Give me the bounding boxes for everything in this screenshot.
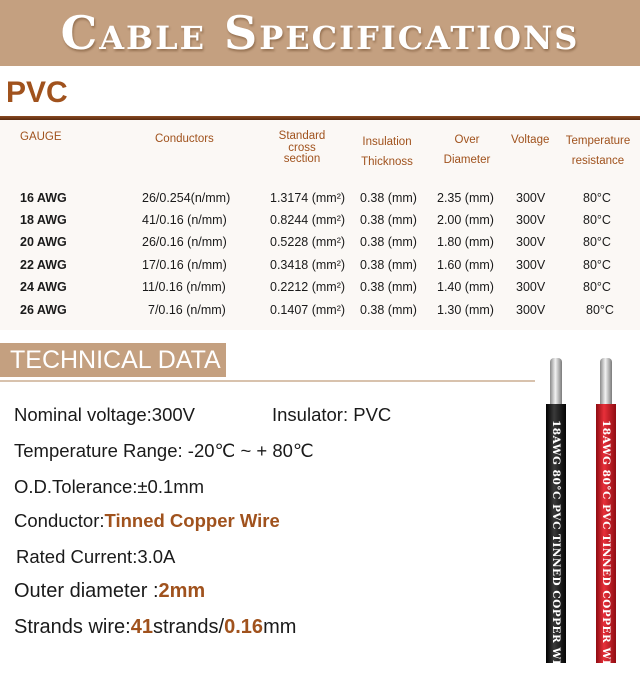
nominal-voltage-value: 300V [151, 404, 196, 425]
od-tolerance-label: O.D.Tolerance: [14, 476, 138, 497]
header-temperature-resistance [562, 131, 634, 171]
rated-current-line [16, 546, 175, 568]
cell-cross-section: 1.3174 (mm²) [270, 191, 346, 205]
cell-gauge: 18 AWG [20, 213, 67, 227]
cell-gauge: 22 AWG [20, 258, 67, 272]
outer-diameter-line [14, 580, 205, 603]
header-cross: cross [288, 141, 316, 154]
red-cable-strands [600, 358, 612, 410]
cell-voltage: 300V [516, 213, 546, 227]
section-title-pvc: PVC [6, 76, 68, 109]
header-insulation-thickness [357, 132, 417, 172]
temperature-range-line [14, 440, 314, 462]
cell-conductor: 41/0.16 (n/mm) [142, 213, 227, 227]
cell-diameter: 1.80 (mm) [437, 235, 494, 249]
cell-gauge: 26 AWG [20, 303, 67, 317]
cell-temperature: 80°C [586, 303, 614, 317]
temperature-range-value: -20℃ ~ + 80℃ [182, 440, 314, 461]
header-temperature: Temperature [565, 135, 631, 147]
outer-diameter-label: Outer diameter : [14, 580, 159, 602]
strands-line [14, 616, 296, 639]
cell-insulation: 0.38 (mm) [360, 280, 417, 294]
cell-conductor: 17/0.16 (n/mm) [142, 258, 227, 272]
header-insulation: Insulation [362, 136, 412, 148]
red-cable-label: 18AWG 80°C PVC TINNED COPPER WIRE [600, 420, 612, 683]
od-tolerance-line [14, 476, 204, 498]
cell-insulation: 0.38 (mm) [360, 303, 417, 317]
cell-diameter: 2.35 (mm) [437, 191, 494, 205]
cell-temperature: 80°C [583, 258, 611, 272]
strands-unit: mm [263, 616, 297, 638]
cell-diameter: 1.40 (mm) [437, 280, 494, 294]
conductor-label: Conductor: [14, 510, 105, 531]
header-standard-cross-section [272, 131, 332, 166]
cell-conductor: 26/0.16 (n/mm) [142, 235, 227, 249]
rated-current-value: 3.0A [137, 546, 176, 567]
header-diameter: Diameter [443, 154, 491, 166]
cell-conductor: 26/0.254(n/mm) [142, 191, 231, 205]
cell-diameter: 2.00 (mm) [437, 213, 494, 227]
header-over-diameter [437, 130, 497, 170]
cell-diameter: 1.60 (mm) [437, 258, 494, 272]
cell-cross-section: 0.5228 (mm²) [270, 235, 346, 249]
header-thickness: Thicknoss [361, 156, 413, 168]
header-gauge: GAUGE [20, 131, 62, 143]
cell-insulation: 0.38 (mm) [360, 258, 417, 272]
cell-voltage: 300V [516, 235, 546, 249]
cell-temperature: 80°C [583, 191, 611, 205]
cell-voltage: 300V [516, 258, 546, 272]
header-over: Over [454, 134, 480, 146]
strands-count: 41 [130, 616, 153, 638]
cell-diameter: 1.30 (mm) [437, 303, 494, 317]
insulator-label: Insulator [272, 404, 343, 425]
cell-gauge: 16 AWG [20, 191, 67, 205]
cell-insulation: 0.38 (mm) [360, 213, 417, 227]
black-cable-label: 18AWG 80°C PVC TINNED COPPER WIRE [550, 420, 562, 683]
od-tolerance-value: ±0.1mm [137, 476, 205, 497]
cell-conductor: 7/0.16 (n/mm) [148, 303, 226, 317]
header-conductors: Conductors [155, 133, 214, 145]
strands-word: strands/ [152, 616, 225, 638]
strands-size: 0.16 [224, 616, 264, 638]
conductor-value: Tinned Copper Wire [104, 510, 280, 531]
insulator-line [272, 404, 391, 426]
cell-voltage: 300V [516, 303, 546, 317]
conductor-line [14, 510, 280, 532]
spec-table [0, 120, 640, 330]
black-cable-strands [550, 358, 562, 410]
insulator-value: : PVC [342, 404, 392, 425]
cell-insulation: 0.38 (mm) [360, 191, 417, 205]
cell-insulation: 0.38 (mm) [360, 235, 417, 249]
rated-current-label: Rated Current: [16, 546, 138, 567]
cell-cross-section: 0.1407 (mm²) [270, 303, 346, 317]
header-standard: Standard [278, 130, 326, 142]
temperature-range-label: Temperature Range: [14, 440, 183, 461]
cell-gauge: 24 AWG [20, 280, 67, 294]
cell-temperature: 80°C [583, 280, 611, 294]
nominal-voltage-label: Nominal voltage: [14, 404, 152, 425]
header-resistance: resistance [571, 155, 625, 167]
cell-cross-section: 0.8244 (mm²) [270, 213, 346, 227]
cell-voltage: 300V [516, 280, 546, 294]
technical-data-heading: TECHNICAL DATA [0, 343, 226, 377]
page-title: Cable Specifications [60, 6, 580, 60]
cell-voltage: 300V [516, 191, 546, 205]
outer-diameter-value: 2mm [158, 580, 206, 602]
cell-cross-section: 0.3418 (mm²) [270, 258, 346, 272]
nominal-voltage-line [14, 404, 195, 426]
header-section: section [283, 153, 321, 165]
cell-temperature: 80°C [583, 213, 611, 227]
cell-gauge: 20 AWG [20, 235, 67, 249]
header-voltage: Voltage [511, 134, 550, 146]
cell-conductor: 11/0.16 (n/mm) [142, 280, 226, 294]
technical-divider [0, 380, 535, 382]
cell-temperature: 80°C [583, 235, 611, 249]
strands-label: Strands wire: [14, 616, 131, 638]
header-banner [0, 0, 640, 66]
cell-cross-section: 0.2212 (mm²) [270, 280, 346, 294]
